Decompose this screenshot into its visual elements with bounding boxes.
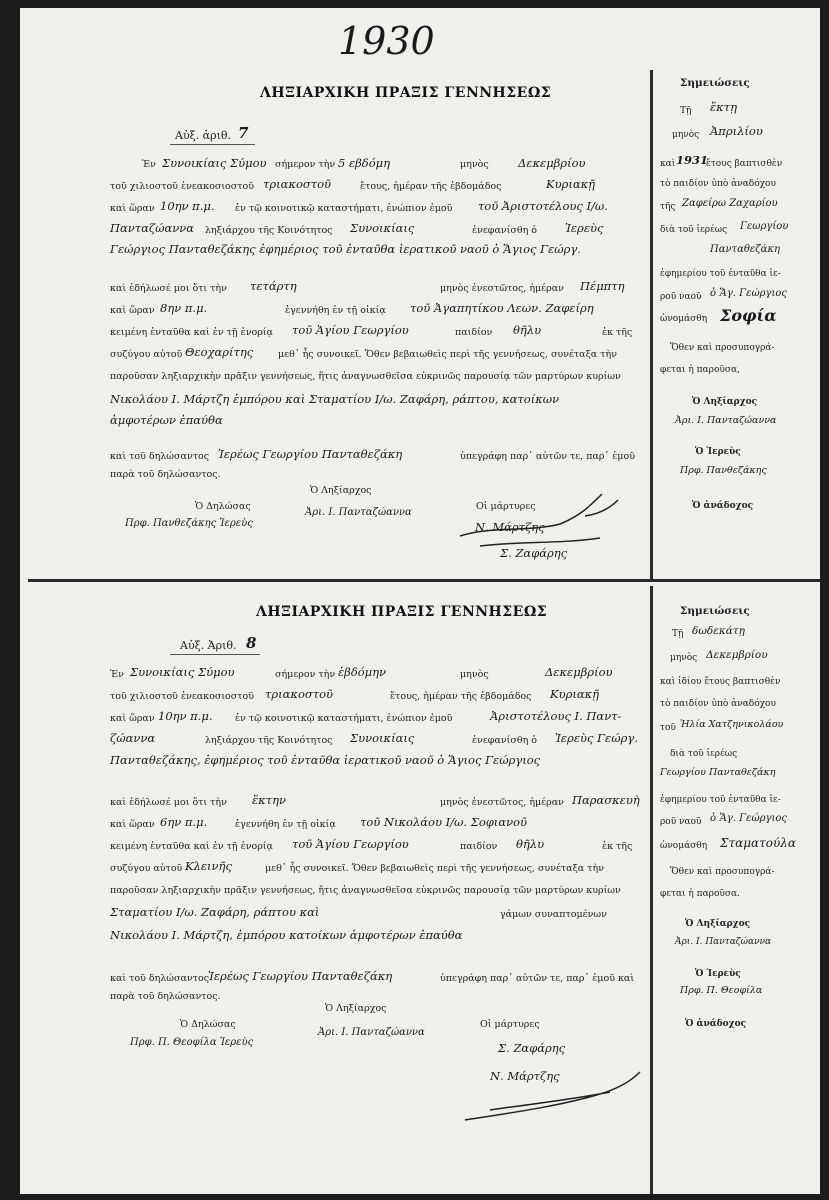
handwritten-entry: Κυριακῇ	[546, 177, 596, 191]
handwritten-entry: Δεκεμβρίου	[706, 649, 768, 661]
handwritten-entry: ὁ Ἅγ. Γεώργιος	[710, 288, 788, 299]
notes-priest-label: Ὁ Ἱερεὺς	[695, 447, 741, 457]
text-line: μηνὸς ἐνεστῶτος, ἡμέραν	[440, 283, 564, 294]
handwritten-entry: Δεκεμβρίου	[518, 156, 586, 170]
text-line: καὶ ἰδίου ἔτους βαπτισθὲν	[660, 677, 781, 687]
text-line: καὶ ὥραν	[110, 203, 155, 214]
text-line: Ὅθεν καὶ προσυπογρά-	[670, 867, 775, 877]
witness-flourish	[450, 486, 630, 556]
handwritten-entry: ἀμφοτέρων ἐπαύθα	[110, 413, 223, 427]
text-line: τὸ παιδίον ὑπὸ ἀναδόχου	[660, 179, 776, 189]
declarer-label: Ὁ Δηλώσας	[195, 501, 251, 512]
handwritten-entry: Ἀριστοτέλους Ι. Παντ-	[490, 709, 622, 723]
text-line: τὸ παιδίον ὑπὸ ἀναδόχου	[660, 699, 776, 709]
text-line: ἐν τῷ κοινοτικῷ καταστήματι, ἐνώπιον ἐμοῦ	[235, 713, 453, 724]
handwritten-entry: Πανταζώαννα	[110, 221, 195, 235]
handwritten-entry: 5 εβδόμη	[338, 156, 391, 170]
handwritten-entry: ἑβδόμην	[338, 665, 387, 679]
witness-signature-2: Σ. Ζαφάρης	[500, 546, 568, 560]
text-line: τοῦ χιλιοστοῦ ἐνεακοσιοστοῦ	[110, 181, 255, 192]
text-line: τοῦ	[660, 723, 676, 733]
text-line: ροῦ ναοῦ	[660, 292, 702, 302]
handwritten-entry: 6ην π.μ.	[160, 815, 208, 829]
record-number: 8	[246, 634, 257, 652]
text-line: ἐγεννήθη ἐν τῇ οἰκίᾳ	[235, 819, 336, 830]
text-line: ἐν τῷ κοινοτικῷ καταστήματι, ἐνώπιον ἐμοῦ	[235, 203, 453, 214]
notes-registrar-signature: Ἀρι. Ι. Πανταζώαννα	[675, 937, 772, 947]
handwritten-entry: τοῦ Ἀριστοτέλους Ι/ω.	[478, 199, 608, 213]
handwritten-entry: Γεωργίου Πανταθεζάκη	[660, 767, 776, 778]
registrar-label: Ὁ Ληξίαρχος	[310, 485, 372, 496]
text-line: σήμερον τὴν	[275, 669, 336, 680]
notes-godparent-label: Ὁ ἀνάδοχος	[685, 1019, 747, 1029]
text-line: ληξιάρχου τῆς Κοινότητος	[205, 735, 333, 746]
notes-priest-signature: Πρφ. Πανθεζάκης	[680, 465, 767, 476]
handwritten-entry: Ζαφείρω Ζαχαρίου	[682, 198, 778, 209]
handwritten-entry: 1931	[676, 153, 709, 167]
text-line: παρὰ τοῦ δηλώσαντος.	[110, 469, 221, 480]
text-line: μηνὸς	[670, 653, 698, 663]
handwritten-entry: Συνοικίαις	[350, 731, 415, 745]
notes-registrar-label: Ὁ Ληξίαρχος	[685, 919, 751, 929]
record-title: ΛΗΞΙΑΡΧΙΚΗ ΠΡΑΞΙΣ ΓΕΝΝΗΣΕΩΣ	[260, 85, 552, 101]
handwritten-entry: θῆλυ	[513, 323, 542, 337]
text-line: ροῦ ναοῦ	[660, 817, 702, 827]
text-line: ἐνεφανίσθη ὁ	[472, 735, 537, 746]
witness-signature-1: Ν. Μάρτζης	[475, 520, 545, 534]
text-line: παιδίον	[460, 841, 498, 852]
text-line: σήμερον τὴν	[275, 159, 336, 170]
text-line: καὶ ἐδήλωσέ μοι ὅτι τὴν	[110, 797, 227, 808]
witnesses-label: Οἱ μάρτυρες	[480, 1019, 540, 1030]
handwritten-entry: τετάρτη	[250, 279, 297, 293]
handwritten-entry: Παρασκευὴ	[572, 793, 640, 807]
registrar-label: Ὁ Ληξίαρχος	[325, 1003, 387, 1014]
text-line: Τῇ	[672, 629, 684, 639]
handwritten-entry: Νικολάου Ι. Μάρτζη, ἐμπόρου κατοίκων ἀμφοτέρων ἐπαύθα	[110, 928, 463, 942]
handwritten-entry: Ἱερέως Γεωργίου Πανταθεζάκη	[218, 447, 403, 461]
text-line: μεθ᾽ ἧς συνοικεῖ. Ὅθεν βεβαιωθεὶς περὶ τῆς γεννήσεως, συνέταξα τὴν	[278, 349, 617, 360]
notes-priest-label: Ὁ Ἱερεὺς	[695, 969, 741, 979]
text-line: ἐφημερίου τοῦ ἐνταῦθα ἱε-	[660, 269, 781, 279]
handwritten-entry: Δεκεμβρίου	[545, 665, 613, 679]
handwritten-entry: τοῦ Νικολάου Ι/ω. Σοφιανοῦ	[360, 815, 527, 829]
handwritten-entry: 10ην π.μ.	[158, 709, 213, 723]
text-line: καὶ ἐδήλωσέ μοι ὅτι τὴν	[110, 283, 227, 294]
witness-signature-2: Ν. Μάρτζης	[490, 1069, 560, 1083]
text-line: συζύγου αὐτοῦ	[110, 863, 183, 874]
text-line: φεται ἡ παροῦσα.	[660, 889, 740, 899]
handwritten-entry: Συνοικίαις	[350, 221, 415, 235]
text-line: μηνὸς ἐνεστῶτος, ἡμέραν	[440, 797, 564, 808]
text-line: ἐνεφανίσθη ὁ	[472, 225, 537, 236]
text-line: τῆς	[660, 202, 676, 212]
text-line: ἔτους βαπτισθὲν	[706, 159, 783, 169]
text-line: γάμων συναπτομένων	[500, 909, 607, 920]
handwritten-entry: ἕκτῃ	[710, 100, 737, 114]
handwritten-entry: ὁ Ἅγ. Γεώργιος	[710, 813, 788, 824]
handwritten-entry: Γεώργιος Πανταθεζάκης ἐφημέριος τοῦ ἐνταῦθα ἱερατικοῦ ναοῦ ὁ Ἅγιος Γεώργ.	[110, 242, 581, 256]
text-line: ληξιάρχου τῆς Κοινότητος	[205, 225, 333, 236]
text-line: διὰ τοῦ ἱερέως	[660, 225, 728, 235]
notes-title: Σημειώσεις	[680, 77, 750, 89]
handwritten-entry: ζώαννα	[110, 731, 156, 745]
witnesses-label: Οἱ μάρτυρες	[476, 501, 536, 512]
handwritten-entry: Κυριακῇ	[550, 687, 600, 701]
record-separator	[28, 579, 820, 582]
text-line: παροῦσαν ληξιαρχικὴν πρᾶξιν γεννήσεως, ἥτις ἀναγνωσθεῖσα εὐκρινῶς παρουσίᾳ τῶν μαρτύρων κυρίων	[110, 371, 621, 382]
handwritten-entry: Νικολάου Ι. Μάρτζη ἐμπόρου καὶ Σταματίου Ι/ω. Ζαφάρη, ράπτου, κατοίκων	[110, 392, 560, 406]
year-annotation: 1930	[338, 19, 435, 63]
handwritten-entry: 8ην π.μ.	[160, 301, 208, 315]
notes-godparent-label: Ὁ ἀνάδοχος	[692, 501, 754, 511]
handwritten-entry: Ἀπριλίου	[710, 124, 763, 138]
text-line: μηνὸς	[672, 130, 700, 140]
text-line: Ἐν	[142, 159, 156, 170]
handwritten-entry: τριακοστοῦ	[265, 687, 333, 701]
handwritten-entry: Πανταθεζάκη	[710, 244, 780, 255]
handwritten-entry: Σταματίου Ι/ω. Ζαφάρη, ράπτου καὶ	[110, 905, 320, 919]
record-number-underline	[170, 654, 260, 655]
text-line: ἔτους, ἡμέραν τῆς ἑβδομάδος	[360, 181, 502, 192]
registrar-signature: Ἀρι. Ι. Πανταζώαννα	[318, 1027, 425, 1038]
text-line: καὶ ὥραν	[110, 819, 155, 830]
register-page	[20, 8, 820, 1194]
declarer-signature: Πρφ. Πανθεζάκης Ἱερεὺς	[125, 518, 253, 529]
text-line: ὑπεγράφη παρ᾽ αὐτῶν τε, παρ᾽ ἐμοῦ καὶ	[440, 973, 635, 984]
handwritten-entry: Συνοικίαις Σύμου	[162, 156, 267, 170]
witness-signature-1: Σ. Ζαφάρης	[498, 1041, 566, 1055]
text-line: Ὅθεν καὶ προσυπογρά-	[670, 343, 775, 353]
text-line: ἐκ τῆς	[602, 327, 633, 338]
notes-title: Σημειώσεις	[680, 605, 750, 617]
text-line: παρὰ τοῦ δηλώσαντος.	[110, 991, 221, 1002]
text-line: παροῦσαν ληξιαρχικὴν πρᾶξιν γεννήσεως, ἥτις ἀναγνωσθεῖσα εὐκρινῶς παρουσίᾳ τῶν μαρτύρων κυρίων	[110, 885, 621, 896]
text-line: καὶ τοῦ δηλώσαντος	[110, 451, 210, 462]
witness-flourish	[450, 1048, 650, 1128]
handwritten-entry: ἕκτην	[252, 793, 286, 807]
text-line: συζύγου αὐτοῦ	[110, 349, 183, 360]
text-line: ὠνομάσθη	[660, 841, 708, 851]
text-line: διὰ τοῦ ἱερέως	[670, 749, 738, 759]
handwritten-entry: θῆλυ	[516, 837, 545, 851]
registrar-signature: Ἀρι. Ι. Πανταζώαννα	[305, 507, 412, 518]
text-line: ὑπεγράφη παρ᾽ αὐτῶν τε, παρ᾽ ἐμοῦ	[460, 451, 635, 462]
text-line: μηνὸς	[460, 669, 489, 680]
text-line: ἔτους, ἡμέραν τῆς ἑβδομάδος	[390, 691, 532, 702]
handwritten-entry: δωδεκάτῃ	[692, 625, 745, 637]
text-line: Ἐν	[110, 669, 124, 680]
handwritten-entry: Σταματούλα	[720, 836, 796, 850]
handwritten-entry: Ἠλία Χατζηνικολάου	[680, 719, 784, 730]
handwritten-entry: Σοφία	[720, 306, 777, 325]
text-line: φεται ἡ παροῦσα,	[660, 365, 740, 375]
handwritten-entry: Ἱερεὺς	[565, 221, 604, 235]
text-line: καὶ	[660, 159, 676, 169]
text-line: καὶ ὥραν	[110, 713, 155, 724]
text-line: Τῇ	[680, 106, 692, 116]
record-title: ΛΗΞΙΑΡΧΙΚΗ ΠΡΑΞΙΣ ΓΕΝΝΗΣΕΩΣ	[256, 604, 548, 620]
text-line: καὶ ὥραν	[110, 305, 155, 316]
text-line: ὠνομάσθη	[660, 314, 708, 324]
handwritten-entry: Συνοικίαις Σύμου	[130, 665, 235, 679]
record-number-label: Αὐξ. ἀριθ.	[175, 129, 232, 142]
handwritten-entry: τριακοστοῦ	[263, 177, 331, 191]
handwritten-entry: 10ην π.μ.	[160, 199, 215, 213]
record-number-label: Αὐξ. Ἀριθ.	[180, 639, 237, 652]
handwritten-entry: Κλεινῆς	[185, 859, 232, 873]
handwritten-entry: Ἱερέως Γεωργίου Πανταθεζάκη	[208, 969, 393, 983]
record-number: 7	[238, 124, 249, 142]
declarer-label: Ὁ Δηλώσας	[180, 1019, 236, 1030]
handwritten-entry: τοῦ Ἁγίου Γεωργίου	[292, 323, 409, 337]
text-line: παιδίον	[455, 327, 493, 338]
text-line: καὶ τοῦ δηλώσαντος	[110, 973, 210, 984]
notes-registrar-signature: Ἀρι. Ι. Πανταζώαννα	[675, 415, 777, 426]
handwritten-entry: Πέμπτη	[580, 279, 625, 293]
text-line: κειμένη ἐνταῦθα καὶ ἐν τῇ ἐνορίᾳ	[110, 841, 273, 852]
handwritten-entry: Ἱερεὺς Γεώργ.	[555, 731, 638, 745]
handwritten-entry: τοῦ Ἁγίου Γεωργίου	[292, 837, 409, 851]
handwritten-entry: Θεοχαρίτης	[185, 345, 254, 359]
column-divider-bottom	[650, 586, 653, 1194]
handwritten-entry: Πανταθεζάκης, ἐφημέριος τοῦ ἐνταῦθα ἱερατικοῦ ναοῦ ὁ Ἅγιος Γεώργιος	[110, 753, 541, 767]
handwritten-entry: τοῦ Ἀγαπητίκου Λεων. Ζαφείρη	[410, 301, 594, 315]
text-line: κειμένη ἐνταῦθα καὶ ἐν τῇ ἐνορίᾳ	[110, 327, 273, 338]
text-line: τοῦ χιλιοστοῦ ἐνεακοσιοστοῦ	[110, 691, 255, 702]
notes-priest-signature: Πρφ. Π. Θεοφίλα	[680, 985, 763, 996]
record-number-underline	[170, 144, 255, 145]
notes-registrar-label: Ὁ Ληξίαρχος	[692, 397, 758, 407]
text-line: ἐφημερίου τοῦ ἐνταῦθα ἱε-	[660, 795, 781, 805]
column-divider-top	[650, 70, 653, 580]
text-line: ἐκ τῆς	[602, 841, 633, 852]
text-line: μηνὸς	[460, 159, 489, 170]
declarer-signature: Πρφ. Π. Θεοφίλα Ἱερεὺς	[130, 1037, 254, 1048]
text-line: μεθ᾽ ἧς συνοικεῖ. Ὅθεν βεβαιωθεὶς περὶ τῆς γεννήσεως, συνέταξα τὴν	[265, 863, 604, 874]
text-line: ἐγεννήθη ἐν τῇ οἰκίᾳ	[285, 305, 386, 316]
handwritten-entry: Γεωργίου	[740, 221, 789, 232]
